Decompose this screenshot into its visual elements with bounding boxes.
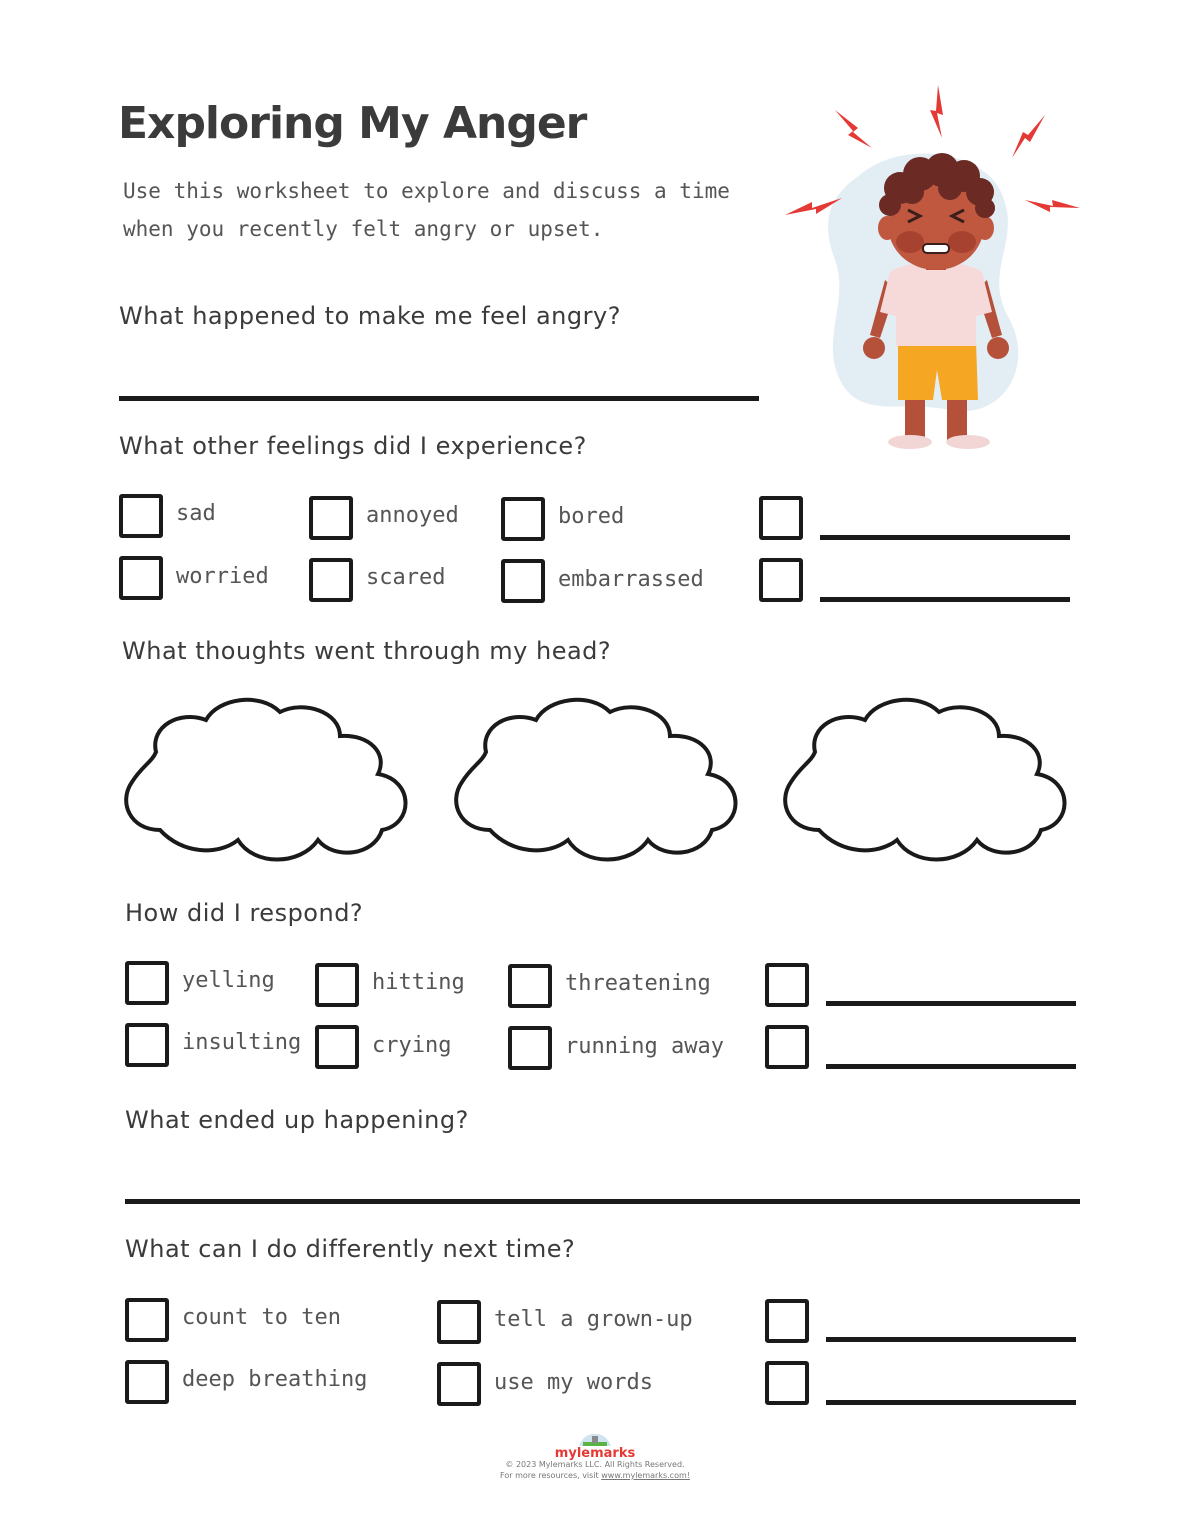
question-next-time: What can I do differently next time? <box>125 1235 576 1263</box>
option-label: bored <box>558 504 625 529</box>
blank-other-response-2[interactable] <box>826 1064 1076 1069</box>
copyright-text: © 2023 Mylemarks LLC. All Rights Reserved. <box>505 1460 685 1469</box>
checkbox-threatening[interactable] <box>508 964 552 1008</box>
option-label: hitting <box>372 970 465 995</box>
checkbox-other-action-2[interactable] <box>765 1361 809 1405</box>
blank-other-action-2[interactable] <box>826 1400 1076 1405</box>
option-label: running away <box>565 1034 724 1059</box>
checkbox-count-to-ten[interactable] <box>125 1298 169 1342</box>
checkbox-other-feeling-1[interactable] <box>759 496 803 540</box>
checkbox-insulting[interactable] <box>125 1023 169 1067</box>
website-link[interactable]: www.mylemarks.com! <box>601 1471 690 1480</box>
checkbox-other-response-1[interactable] <box>765 963 809 1007</box>
mylemarks-logo: mylemarks <box>554 1446 636 1461</box>
option-label: tell a grown-up <box>494 1307 693 1332</box>
checkbox-deep-breathing[interactable] <box>125 1360 169 1404</box>
question-ended-up: What ended up happening? <box>125 1106 469 1134</box>
option-label: sad <box>176 501 216 526</box>
resources-prefix: For more resources, visit <box>500 1471 602 1480</box>
option-label: count to ten <box>182 1305 341 1330</box>
option-label: embarrassed <box>558 567 704 592</box>
checkbox-worried[interactable] <box>119 556 163 600</box>
option-label: scared <box>366 565 446 590</box>
option-label: use my words <box>494 1370 653 1395</box>
checkbox-bored[interactable] <box>501 497 545 541</box>
intro-text: Use this worksheet to explore and discuss a time when you recently felt angry or upset. <box>123 179 730 241</box>
question-other-feelings: What other feelings did I experience? <box>119 432 587 460</box>
page-title: Exploring My Anger <box>118 98 587 149</box>
checkbox-tell-a-grown-up[interactable] <box>437 1300 481 1344</box>
option-label: annoyed <box>366 503 459 528</box>
checkbox-sad[interactable] <box>119 494 163 538</box>
angry-boy-illustration <box>780 80 1090 460</box>
checkbox-use-my-words[interactable] <box>437 1362 481 1406</box>
option-label: threatening <box>565 971 711 996</box>
option-label: yelling <box>182 968 275 993</box>
blank-other-feeling-1[interactable] <box>820 535 1070 540</box>
thought-cloud-1[interactable] <box>120 690 415 868</box>
question-what-happened: What happened to make me feel angry? <box>119 302 621 330</box>
thought-cloud-3[interactable] <box>779 690 1074 868</box>
checkbox-hitting[interactable] <box>315 963 359 1007</box>
resources-line <box>480 1470 710 1481</box>
blank-other-action-1[interactable] <box>826 1337 1076 1342</box>
checkbox-scared[interactable] <box>309 558 353 602</box>
blank-other-response-1[interactable] <box>826 1001 1076 1006</box>
question-respond: How did I respond? <box>125 899 364 927</box>
answer-line-ended-up[interactable] <box>125 1199 1080 1204</box>
checkbox-other-action-1[interactable] <box>765 1299 809 1343</box>
checkbox-yelling[interactable] <box>125 961 169 1005</box>
checkbox-other-feeling-2[interactable] <box>759 558 803 602</box>
thought-cloud-2[interactable] <box>450 690 745 868</box>
checkbox-other-response-2[interactable] <box>765 1025 809 1069</box>
checkbox-running-away[interactable] <box>508 1026 552 1070</box>
option-label: insulting <box>182 1030 302 1055</box>
checkbox-annoyed[interactable] <box>309 496 353 540</box>
checkbox-crying[interactable] <box>315 1025 359 1069</box>
answer-line-what-happened[interactable] <box>119 396 759 401</box>
question-thoughts: What thoughts went through my head? <box>122 637 612 665</box>
option-label: crying <box>372 1033 452 1058</box>
option-label: worried <box>176 564 269 589</box>
footer <box>480 1430 710 1481</box>
blank-other-feeling-2[interactable] <box>820 597 1070 602</box>
checkbox-embarrassed[interactable] <box>501 559 545 603</box>
option-label: deep breathing <box>182 1367 368 1392</box>
